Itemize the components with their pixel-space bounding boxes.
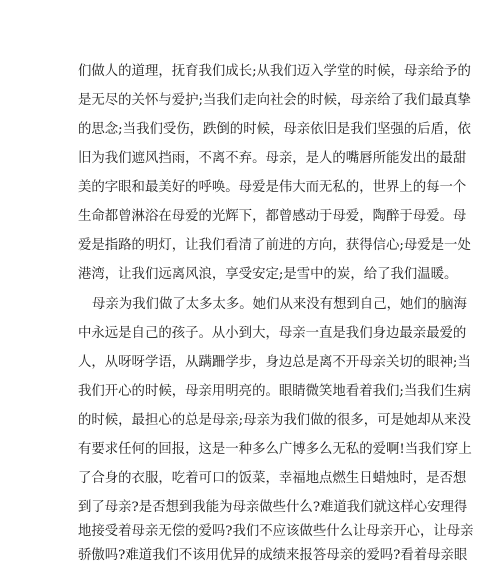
paragraph-2-line-10: 骄傲吗?难道我们不该用优异的成绩来报答母亲的爱吗?看着母亲眼	[78, 548, 468, 563]
paragraph-1-line-7: 爱是指路的明灯，让我们看清了前进的方向，获得信心;母爱是一处	[78, 238, 471, 253]
paragraph-1-line-8: 港湾，让我们远离风浪，享受安定;是雪中的炭，给了我们温暖。	[78, 267, 458, 282]
paragraph-2-line-6: 有要求任何的回报，这是一种多么广博多么无私的爱啊!当我们穿上	[78, 442, 472, 457]
paragraph-2-line-1: 母亲为我们做了太多太多。她们从来没有想到自己，她们的脑海	[92, 297, 467, 312]
paragraph-1-line-4: 旧为我们遮风挡雨，不离不弃。母亲，是人的嘴唇所能发出的最甜	[78, 151, 467, 166]
paragraph-1-line-3: 的思念;当我们受伤，跌倒的时候，母亲依旧是我们坚强的后盾，依	[78, 122, 471, 137]
paragraph-2-line-7: 了合身的衣服，吃着可口的饭菜，幸福地点燃生日蜡烛时，是否想	[78, 471, 467, 486]
paragraph-2-line-5: 的时候，最担心的总是母亲;母亲为我们做的很多，可是她却从来没	[78, 413, 471, 428]
paragraph-2-line-8: 到了母亲?是否想到我能为母亲做些什么?难道我们就这样心安理得	[78, 500, 468, 515]
paragraph-1-line-5: 美的字眼和最美好的呼唤。母爱是伟大而无私的，世界上的每一个	[78, 180, 467, 195]
paragraph-2-line-3: 人，从呀呀学语，从蹒跚学步，身边总是离不开母亲关切的眼神;当	[78, 355, 471, 370]
paragraph-2-line-2: 中永远是自己的孩子。从小到大，母亲一直是我们身边最亲最爱的	[78, 326, 467, 341]
paragraph-2-line-4: 我们开心的时候，母亲用明亮的。眼睛微笑地看着我们;当我们生病	[78, 384, 471, 399]
paragraph-1-line-2: 是无尽的关怀与爱护;当我们走向社会的时候，母亲给了我们最真挚	[78, 93, 471, 108]
paragraph-2-line-9: 地接受着母亲无偿的爱吗?我们不应该做些什么让母亲开心，让母亲	[78, 524, 474, 539]
paragraph-1-line-1: 们做人的道理，抚育我们成长;从我们迈入学堂的时候，母亲给予的	[78, 64, 471, 79]
paragraph-1-line-6: 生命都曾淋浴在母爱的光辉下，都曾感动于母爱，陶醉于母爱。母	[78, 209, 467, 224]
